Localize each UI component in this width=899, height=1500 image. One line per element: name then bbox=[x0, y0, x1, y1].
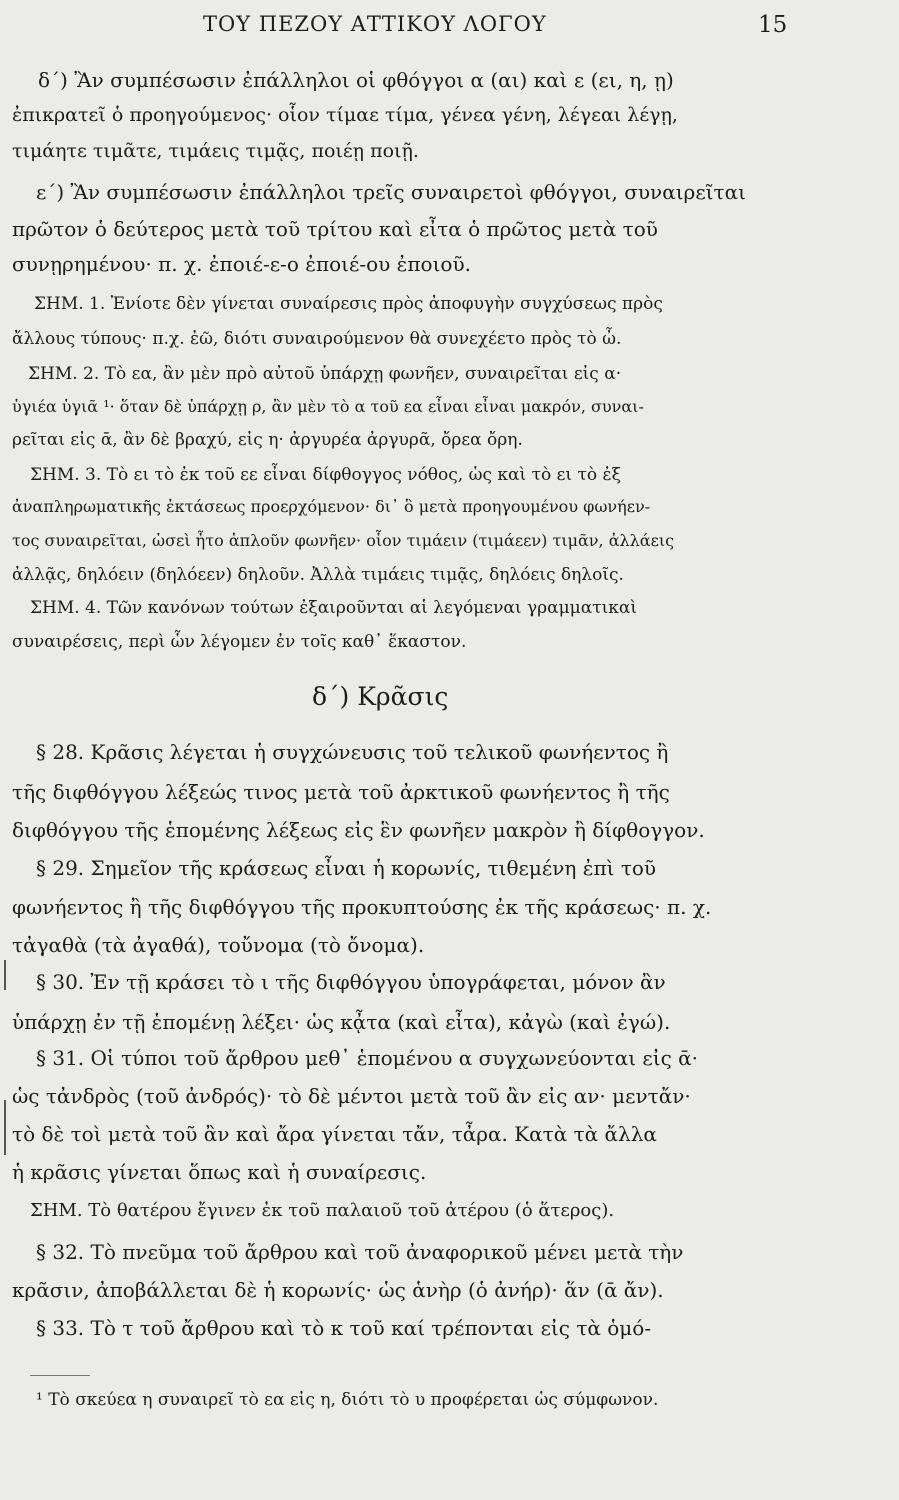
text-line: ΣΗΜ. Τὸ θατέρου ἔγινεν ἐκ τοῦ παλαιοῦ τοῦ ἁτέρου (ὁ ἅτερος). bbox=[30, 1200, 615, 1221]
text-line: ἀλλᾷς, δηλόειν (δηλόεεν) δηλοῦν. Ἀλλὰ τιμάεις τιμᾷς, δηλόεις δηλοῖς. bbox=[12, 565, 624, 585]
text-line: ἐπικρατεῖ ὁ προηγούμενος· οἷον τίμαε τίμα, γένεα γένη, λέγεαι λέγῃ, bbox=[12, 104, 678, 126]
footnote-rule bbox=[30, 1375, 90, 1376]
text-line: § 29. Σημεῖον τῆς κράσεως εἶναι ἡ κορωνίς, τιθεμένη ἐπὶ τοῦ bbox=[36, 856, 657, 880]
text-line: τἀγαθὰ (τὰ ἀγαθά), τοὔνομα (τὸ ὄνομα). bbox=[12, 933, 425, 957]
page-number: 15 bbox=[758, 12, 788, 38]
text-line: κρᾶσιν, ἀποβάλλεται δὲ ἡ κορωνίς· ὡς ἁνὴρ (ὁ ἀνήρ)· ἅν (ᾱ ἄν). bbox=[12, 1278, 664, 1302]
margin-mark bbox=[4, 1100, 6, 1155]
text-line: πρῶτον ὁ δεύτερος μετὰ τοῦ τρίτου καὶ εἶτα ὁ πρῶτος μετὰ τοῦ bbox=[12, 217, 658, 241]
text-line: συναιρέσεις, περὶ ὧν λέγομεν ἐν τοῖς καθ᾽ ἕκαστον. bbox=[12, 632, 467, 652]
text-line: ἀναπληρωματικῆς ἐκτάσεως προερχόμενον· δι᾽ ὃ μετὰ προηγουμένου φωνήεν- bbox=[12, 497, 651, 516]
text-line: ὑγιέα ὑγιᾶ ¹· ὅταν δὲ ὑπάρχῃ ρ, ἂν μὲν τὸ α τοῦ εα εἶναι εἶναι μακρόν, συναι- bbox=[12, 397, 644, 416]
page-header bbox=[0, 12, 899, 42]
margin-mark bbox=[4, 960, 6, 990]
footnote: ¹ Τὸ σκεύεα η συναιρεῖ τὸ εα εἰς η, διότι τὸ υ προφέρεται ὡς σύμφωνον. bbox=[36, 1390, 659, 1410]
text-line: § 32. Τὸ πνεῦμα τοῦ ἄρθρου καὶ τοῦ ἀναφορικοῦ μένει μετὰ τὴν bbox=[36, 1240, 684, 1264]
text-line: τιμάητε τιμᾶτε, τιμάεις τιμᾷς, ποιέῃ ποιῇ. bbox=[12, 140, 419, 162]
section-heading: δ΄) Κρᾶσις bbox=[312, 682, 449, 711]
text-line: § 30. Ἐν τῇ κράσει τὸ ι τῆς διφθόγγου ὑπογράφεται, μόνον ἂν bbox=[36, 970, 666, 994]
running-title: ΤΟΥ ΠΕΖΟΥ ΑΤΤΙΚΟΥ ΛΟΓΟΥ bbox=[203, 12, 547, 36]
text-line: § 31. Οἱ τύποι τοῦ ἄρθρου μεθ᾽ ἑπομένου α συγχωνεύονται εἰς ᾱ· bbox=[36, 1046, 699, 1070]
text-line: τὸ δὲ τοὶ μετὰ τοῦ ἂν καὶ ἄρα γίνεται τἄν, τἆρα. Κατὰ τὰ ἄλλα bbox=[12, 1122, 657, 1146]
text-line: ΣΗΜ. 3. Τὸ ει τὸ ἐκ τοῦ εε εἶναι δίφθογγος νόθος, ὡς καὶ τὸ ει τὸ ἐξ bbox=[30, 465, 622, 485]
text-line: ἡ κρᾶσις γίνεται ὅπως καὶ ἡ συναίρεσις. bbox=[12, 1160, 427, 1184]
text-line: συνῃρημένου· π. χ. ἐποιέ-ε-ο ἐποιέ-ου ἐποιοῦ. bbox=[12, 252, 471, 276]
text-line: τος συναιρεῖται, ὡσεὶ ἦτο ἁπλοῦν φωνῆεν· οἷον τιμάειν (τιμάεεν) τιμᾶν, ἀλλάεις bbox=[12, 531, 675, 550]
text-line: διφθόγγου τῆς ἑπομένης λέξεως εἰς ἓν φωνῆεν μακρὸν ἢ δίφθογγον. bbox=[12, 818, 705, 842]
text-line: φωνήεντος ἢ τῆς διφθόγγου τῆς προκυπτούσης ἐκ τῆς κράσεως· π. χ. bbox=[12, 895, 712, 919]
text-line: δ΄) Ἂν συμπέσωσιν ἐπάλληλοι οἱ φθόγγοι α (αι) καὶ ε (ει, η, ῃ) bbox=[38, 68, 674, 92]
text-line: ἄλλους τύπους· π.χ. ἐῶ, διότι συναιρούμενον θὰ συνεχέετο πρὸς τὸ ὦ. bbox=[12, 329, 622, 349]
text-line: § 33. Τὸ τ τοῦ ἄρθρου καὶ τὸ κ τοῦ καί τρέπονται εἰς τὰ ὁμό- bbox=[36, 1316, 652, 1340]
text-line: ε΄) Ἂν συμπέσωσιν ἐπάλληλοι τρεῖς συναιρετοὶ φθόγγοι, συναιρεῖται bbox=[36, 180, 746, 204]
text-line: ὡς τἀνδρὸς (τοῦ ἀνδρός)· τὸ δὲ μέντοι μετὰ τοῦ ἂν εἰς αν· μεντἄν· bbox=[12, 1084, 691, 1108]
text-line: § 28. Κρᾶσις λέγεται ἡ συγχώνευσις τοῦ τελικοῦ φωνήεντος ἢ bbox=[36, 740, 669, 764]
text-line: ὑπάρχῃ ἐν τῇ ἑπομένῃ λέξει· ὡς κᾆτα (καὶ εἶτα), κἀγὼ (καὶ ἐγώ). bbox=[12, 1010, 671, 1034]
text-line: ρεῖται εἰς ᾱ, ἂν δὲ βραχύ, εἰς η· ἀργυρέα ἀργυρᾶ, ὄρεα ὄρη. bbox=[12, 430, 523, 450]
text-line: ΣΗΜ. 1. Ἐνίοτε δὲν γίνεται συναίρεσις πρὸς ἀποφυγὴν συγχύσεως πρὸς bbox=[34, 294, 663, 314]
text-line: ΣΗΜ. 4. Τῶν κανόνων τούτων ἐξαιροῦνται αἱ λεγόμεναι γραμματικαὶ bbox=[30, 598, 638, 618]
text-line: τῆς διφθόγγου λέξεώς τινος μετὰ τοῦ ἀρκτικοῦ φωνήεντος ἢ τῆς bbox=[12, 780, 670, 804]
text-line: ΣΗΜ. 2. Τὸ εα, ἂν μὲν πρὸ αὐτοῦ ὑπάρχῃ φωνῆεν, συναιρεῖται εἰς α· bbox=[28, 364, 622, 384]
